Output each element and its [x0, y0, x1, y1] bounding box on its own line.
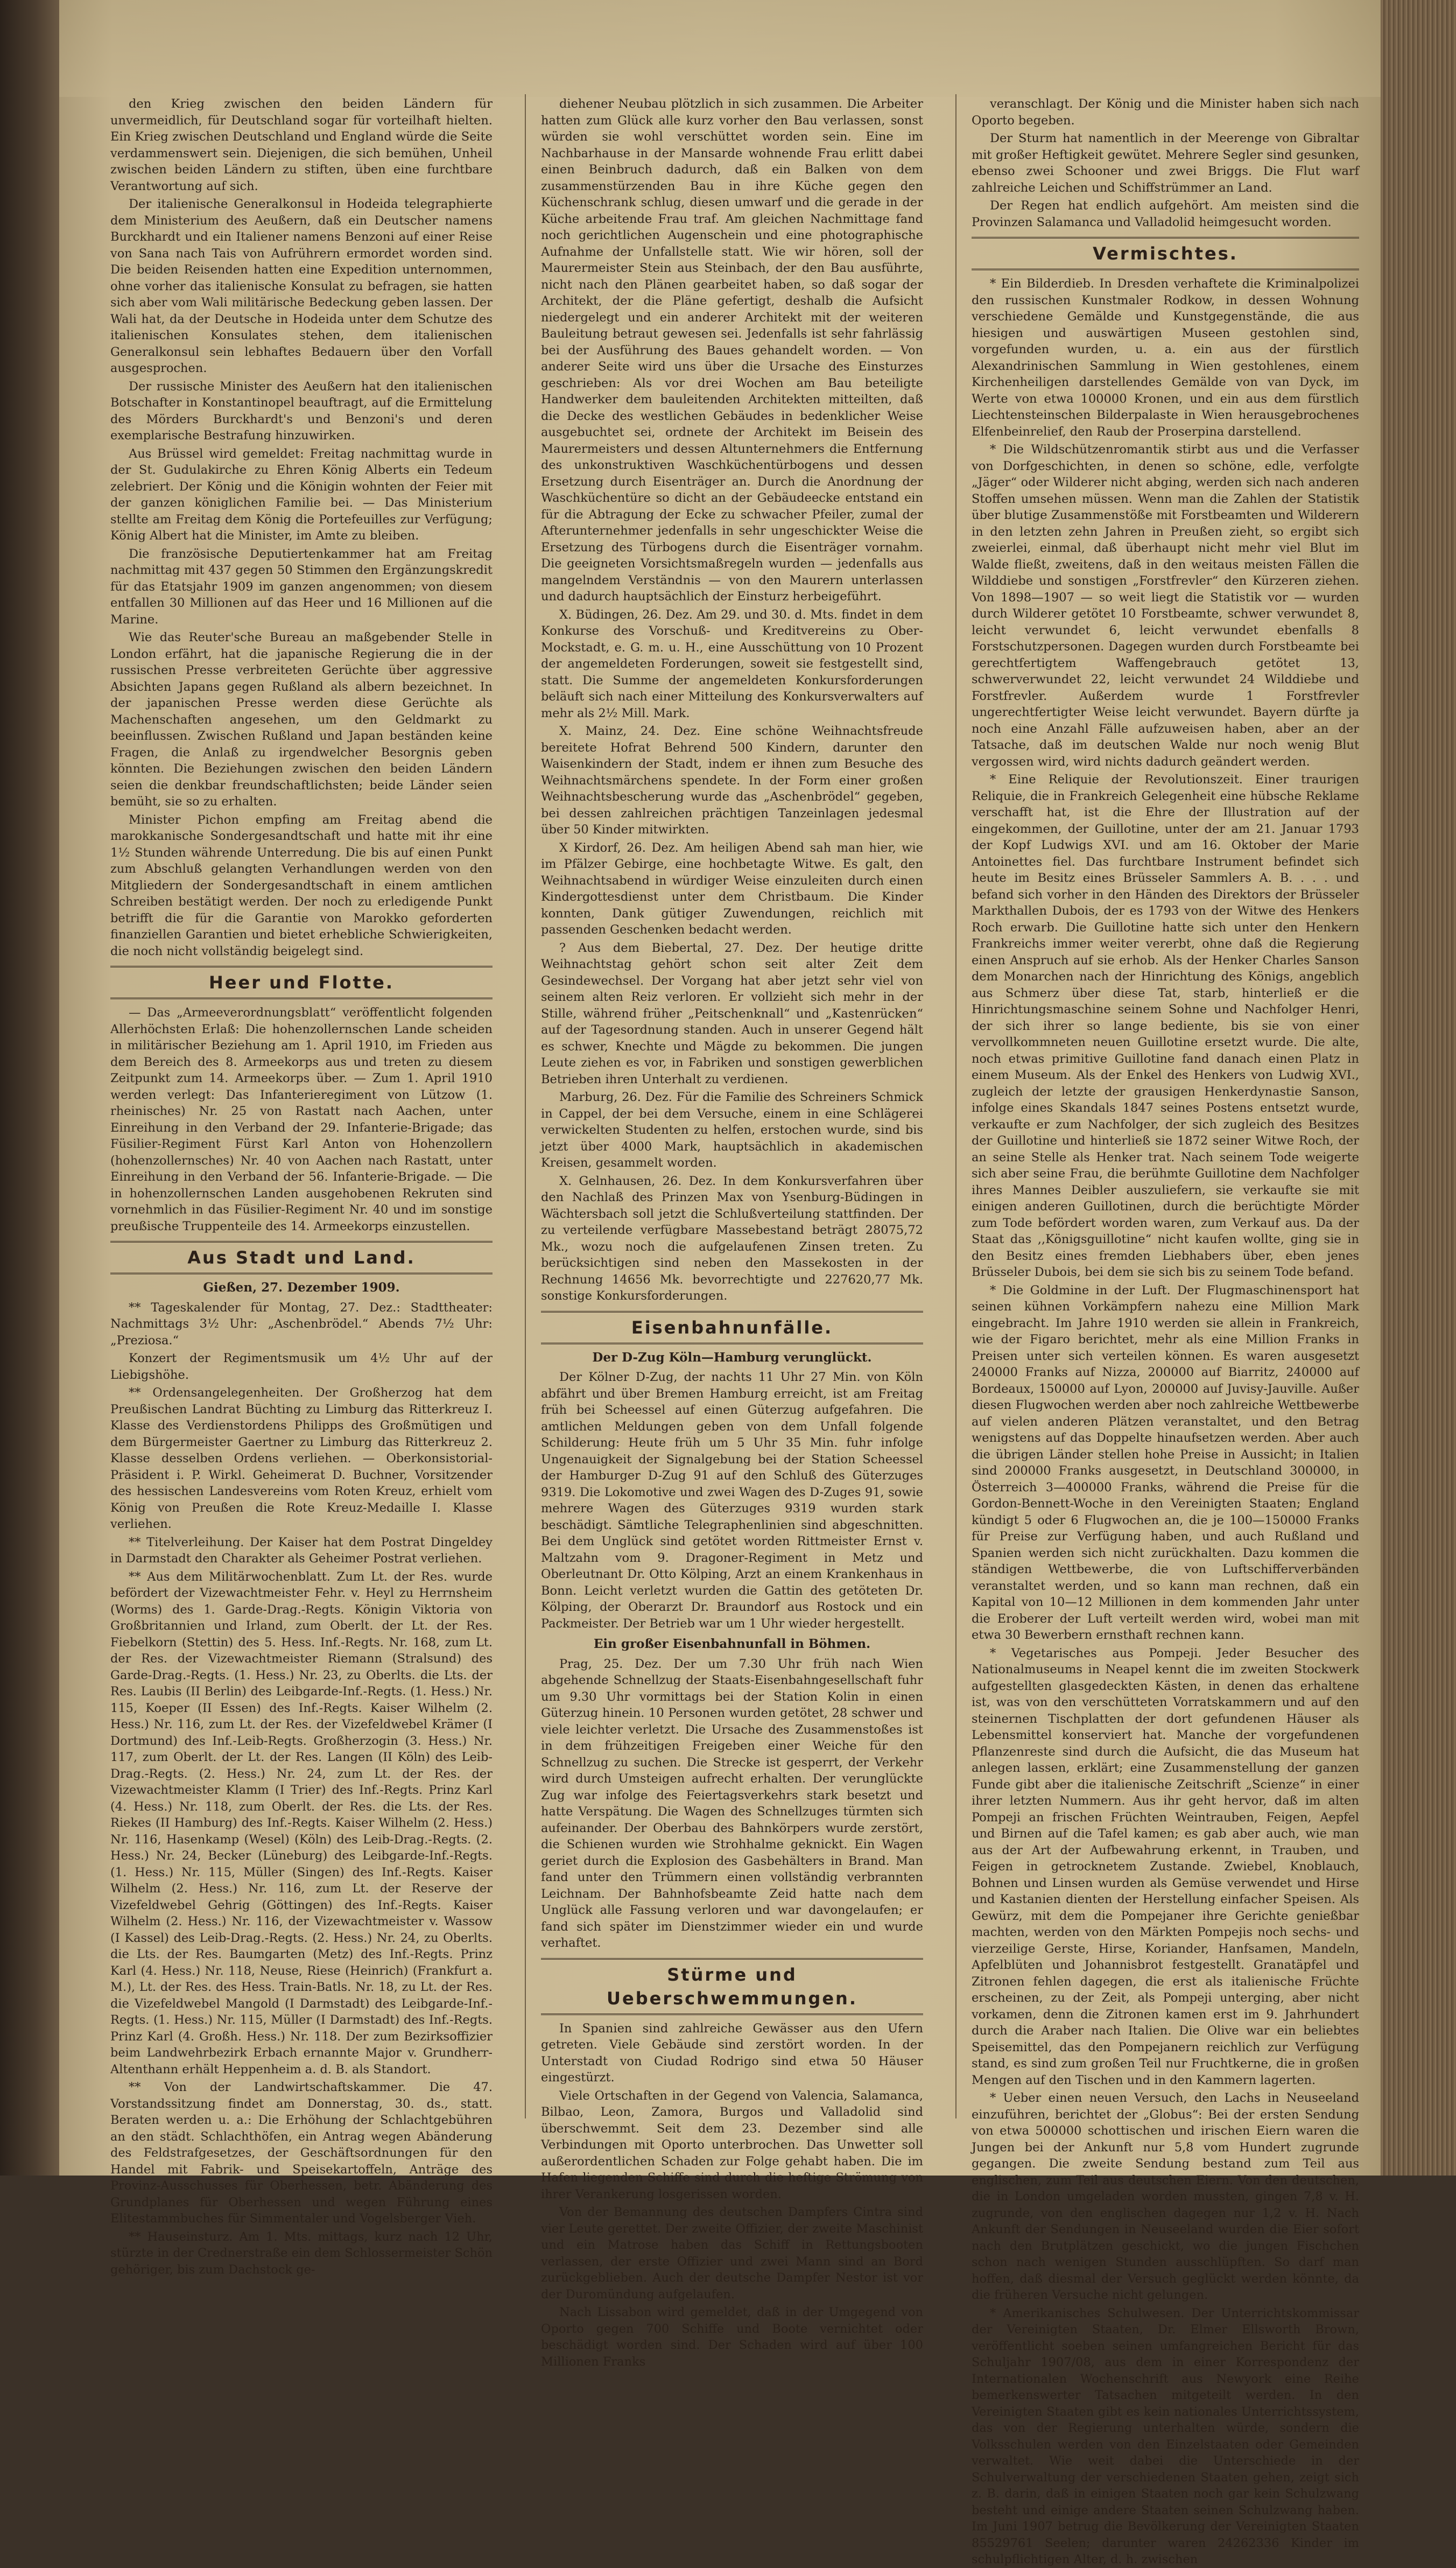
article-paragraph: * Eine Reliquie der Revolutionszeit. Einer traurigen Reliquie, die in Frankreich Gelegenheit eine hübsche Reklame verschafft hat, ist die Ehre der Illustration auf der eingekommen, der Guillotine, unter der am 21. Januar 1793 der Kopf Ludwigs XVI. und am 16. Oktober der Marie Antoinettes fiel. Das furchtbare Instrument befindet sich heute im Besitz eines Brüsseler Sammlers A. B. . . . und befand sich vorher in den Händen des Direktors der Brüsseler Markthallen Dubois, der es 1793 von der Witwe des Henkers Roch erwarb. Die Guillotine hatte sich unter den Henkern Frankreichs immer weiter vererbt, ohne daß die Regierung einen Anspruch auf sie erhob. Als der Henker Charles Sanson dem Monarchen nach der Hinrichtung des Königs, angeblich aus Schmerz über diese Tat, starb, hinterließ er die Hinrichtungsmaschine seinem Sohne und Nachfolger Henri, der sich ihrer so lange bediente, bis sie von einer vervollkommneten neuen Guillotine ersetzt wurde. Die alte, noch etwas primitive Guillotine fand danach einen Platz in einem Museum. Als der Enkel des Henkers von Ludwig XVI., zugleich der letzte der grausigen Henkerdynastie Sanson, infolge eines Skandals 1847 seines Postens entsetzt wurde, verkaufte er zum Nachfolger, der sich zugleich des Besitzes der Guillotine und hinterließ sie 1872 seiner Witwe Roch, der an seine Stelle als Henker trat. Nach seinem Tode weigerte sich aber seine Frau, die berühmte Guillotine dem Nachfolger ihres Mannes Deibler auszuliefern, sie verkaufte sie mit einigen anderen Guillotinen, durch die berüchtigte Mörder zum Tode befördert worden waren, zum Verkauf aus. Da der Staat das ,,Königsguillotine“ nicht kaufen wollte, ging sie in den Besitz eines fremden Liebhabers über, eben jenes Brüsseler Dubois, bei dem sie sich bis zu seinem Tode befand.: [972, 773, 1359, 1279]
article-paragraph: * Ueber einen neuen Versuch, den Lachs in Neuseeland einzuführen, berichtet der „Globus“: Bei der ersten Sendung von etwa 500000 schottischen und irischen Eiern waren die Jungen bei der Ankunft nur 5,8 vom Hundert zugrunde gegangen. Die zweite Sendung bestand zum Teil aus englischen, zum Teil aus deutschen Eiern. Von den deutschen, die in London umgeladen worden mussten, gingen 7,8 v. H. zugrunde, von den englischen dagegen nur 1,2 v. H. Nach Ankunft der Sendungen in Neuseeland wurden die Eier sofort nach den Brutplätzen geschickt, wo die jungen Fischchen schon nach wenigen Stunden ausschlüpften. So darf man hoffen, daß diesmal der Versuch geglückt werden könnte, da die früheren Versuche nicht gelungen.: [972, 2091, 1359, 2302]
article-paragraph: Die französische Deputiertenkammer hat am Freitag nachmittag mit 437 gegen 50 Stimmen den Ergänzungskredit für das Etatsjahr 1909 im ganzen angenommen; von diesem entfallen 30 Millionen auf das Heer und 16 Millionen auf die Marine.: [110, 546, 493, 627]
article-paragraph: ** Titelverleihung. Der Kaiser hat dem Postrat Dingeldey in Darmstadt den Charakter als Geheimer Postrat verliehen.: [110, 1535, 493, 1566]
page-stack-edge: [1381, 0, 1456, 2176]
article-paragraph: Der Sturm hat namentlich in der Meerenge von Gibraltar mit großer Heftigkeit gewütet. Mehrere Segler sind gesunken, ebenso zwei Schooner und zwei Briggs. Die Flut warf zahlreiche Leichen und Schiffstrümmer an Land.: [972, 131, 1359, 195]
column-2: [541, 96, 923, 2369]
article-paragraph: Minister Pichon empfing am Freitag abend die marokkanische Sondergesandtschaft und hatte mit ihr eine 1½ Stunden währende Unterredung. Die bis auf einen Punkt zum Abschluß gelangten Verhandlungen werden von den Mitgliedern der Sondergesandtschaft in einem amtlichen Schreiben bestätigt werden. Der noch zu erledigende Punkt betrifft die für die Garantie von Marokko geforderten finanziellen Garantien und bietet erhebliche Schwierigkeiten, die noch nicht vollständig beigelegt sind.: [110, 812, 493, 958]
article-paragraph: ** Von der Landwirtschaftskammer. Die 47. Vorstandssitzung findet am Donnerstag, 30. ds., statt. Beraten werden u. a.: Die Erhöhung der Schlachtgebühren an den städt. Schlachthöfen, ein Antrag wegen Abänderung des Feldstrafgesetzes, der Geschäftsordnungen für den Handel mit Fabrik- und Speisekartoffeln, Anträge des Provinz-Ausschusses für Oberhessen, betr. Abänderung des Grundplanes für Oberhessen und wegen Führung eines Elitestammbuches für Simmentaler und Vogelsberger Vieh.: [110, 2080, 493, 2226]
column-1: [110, 96, 493, 2277]
article-paragraph: X. Gelnhausen, 26. Dez. In dem Konkursverfahren über den Nachlaß des Prinzen Max von Ysenburg-Büdingen in Wächtersbach soll jetzt die Schlußverteilung stattfinden. Der zu verteilende verfügbare Massebestand beträgt 28075,72 Mk., wozu noch die aufgelaufenen Zinsen treten. Zu berücksichtigen sind neben den Massekosten in der Rechnung 14656 Mk. bevorrechtigte und 227620,77 Mk. sonstige Konkursforderungen.: [541, 1174, 923, 1303]
book-binding: [0, 0, 59, 2176]
article-paragraph: Von der Bemannung des deutschen Dampfers Cintra sind vier Leute gerettet. Der zweite Offizier, der zweite Maschinist und ein Matrose haben das Schiff in Rettungsbooten verlassen, der erste Offizier und zwei Mann sind an Bord zurückgeblieben. Auch der deutsche Dampfer Nestor ist vor der Duromündung aufgelaufen.: [541, 2205, 923, 2302]
article-paragraph: Aus Brüssel wird gemeldet: Freitag nachmittag wurde in der St. Gudulakirche zu Ehren König Alberts ein Tedeum zelebriert. Der König und die Königin wohnten der Feier mit der ganzen königlichen Familie bei. — Das Ministerium stellte am Freitag dem König die Portefeuilles zur Verfügung; König Albert hat die Minister, im Amte zu bleiben.: [110, 446, 493, 543]
article-paragraph: Wie das Reuter'sche Bureau an maßgebender Stelle in London erfährt, hat die japanische Regierung die in der russischen Presse verbreiteten Gerüchte über aggressive Absichten Japans gegen Rußland als albern bezeichnet. In der japanischen Presse werden diese Gerüchte als Machenschaften angesehen, um den Geldmarkt zu beeinflussen. Zwischen Rußland und Japan beständen keine Fragen, die Anlaß zu irgendwelcher Besorgnis geben könnten. Die Beziehungen zwischen den beiden Ländern seien die denkbar freundschaftlichsten; beide Länder seien bemüht, sie so zu erhalten.: [110, 630, 493, 809]
article-subheading: Der D-Zug Köln—Hamburg verunglückt.: [592, 1350, 872, 1365]
section-heading-stuerme: Stürme und Ueberschwemmungen.: [541, 1958, 923, 2015]
article-paragraph: — Das „Armeeverordnungsblatt“ veröffentlicht folgenden Allerhöchsten Erlaß: Die hohenzollernschen Lande scheiden in militärischer Beziehung am 1. April 1910, im Frieden aus dem Bereich des 8. Armeekorps aus und treten zu diesem Zeitpunkt zum 14. Armeekorps über. — Zum 1. April 1910 werden verlegt: Das Infanterieregiment von Lützow (1. rheinisches) Nr. 25 von Rastatt nach Aachen, unter Einreihung in den Verband der 29. Infanterie-Brigade; das Füsilier-Regiment Fürst Karl Anton von Hohenzollern (hohenzollernsches) Nr. 40 von Aachen nach Rastatt, unter Einreihung in den Verband der 56. Infanterie-Brigade. — Die in hohenzollernschen Landen ausgehobenen Rekruten sind vornehmlich in das Füsilier-Regiment Nr. 40 und im sonstige preußische Truppenteile des 14. Armeekorps einzustellen.: [110, 1006, 493, 1233]
article-subheading: Ein großer Eisenbahnunfall in Böhmen.: [593, 1637, 871, 1651]
section-heading-stadt: Aus Stadt und Land.: [110, 1241, 493, 1274]
article-paragraph: * Amerikanisches Schulwesen. Der Unterrichtskommissar der Vereinigten Staaten, Dr. Elmer Ellsworth Brown, veröffentlicht soeben seinen umfangreichen Bericht für das Schuljahr 1907/08, aus dem in einer Korrespondenz der Internationalen Wochenschrift aus Newyork eine Reihe bemerkenswerter Tatsachen mitgeteilt werden. In den Vereinigten Staaten gibt es kein nationales Unterrichtssystem, das von der Regierung unterhalten würde, sondern die Volksschulen werden von den Einzelstaaten oder Gemeinden verwaltet. Wie weit dabei die Unterschiede in der Schulverwaltung der verschiedenen Staaten gehen, zeigt sich z. B. darin, daß in einigen Staaten noch gar kein Schulzwang besteht und einige andere Staaten seinen Schulzwang haben. Im Juni 1907 betrug die Bevölkerung der Vereinigten Staaten 85529761 Seelen; darunter waren 24262336 Kinder im schulpflichtigen Alter, d. h. zwischen: [972, 2306, 1359, 2566]
newspaper-page: [59, 0, 1381, 2566]
article-paragraph: X. Mainz, 24. Dez. Eine schöne Weihnachtsfreude bereitete Hofrat Behrend 500 Kindern, darunter den Waisenkindern der Stadt, indem er ihnen zum Besuche des Weihnachtsmärchens spendete. In der Form einer großen Weihnachtsbescherung wurde das „Aschenbrödel“ gegeben, bei dessen zahlreichen prächtigen Tanzeinlagen jedesmal über 50 Kinder mitwirkten.: [541, 724, 923, 837]
article-paragraph: ** Hauseinsturz. Am 1. Mts. mittags, kurz nach 12 Uhr, stürzte in der Crednerstraße ein dem Schlossermeister Schön gehöriger, bis zum Dachstock ge-: [110, 2229, 493, 2277]
article-paragraph: * Ein Bilderdieb. In Dresden verhaftete die Kriminalpolizei den russischen Kunstmaler Rodkow, in dessen Wohnung verschiedene Gemälde und Kunstgegenstände, die aus hiesigen und auswärtigen Museen gestohlen sind, vorgefunden wurden, u. a. ein aus der fürstlich Alexandrinischen Sammlung in Wien gestohlenes, einem Kirchenheiligen darstellendes Gemälde von van Dyck, im Werte von etwa 100000 Kronen, und ein aus dem fürstlich Liechtensteinschen Bilderpalaste in Wien herausgebrochenes Elfenbeinrelief, den Raub der Proserpina darstellend.: [972, 277, 1359, 439]
section-heading-eisenbahn: Eisenbahnunfälle.: [541, 1311, 923, 1344]
article-paragraph: In Spanien sind zahlreiche Gewässer aus den Ufern getreten. Viele Gebäude sind zerstört worden. In der Unterstadt von Ciudad Rodrigo sind etwa 50 Häuser eingestürzt.: [541, 2021, 923, 2085]
article-paragraph: Viele Ortschaften in der Gegend von Valencia, Salamanca, Bilbao, Leon, Zamora, Burgos und Valladolid sind überschwemmt. Seit dem 23. Dezember sind alle Verbindungen mit Oporto unterbrochen. Das Unwetter soll außerordentlichen Schaden zur Folge gehabt haben. Die im Hafen liegenden Schiffe sind durch die heftige Strömung von ihrer Verankerung losgerissen worden.: [541, 2088, 923, 2201]
article-paragraph: ** Ordensangelegenheiten. Der Großherzog hat dem Preußischen Landrat Büchting zu Limburg das Ritterkreuz I. Klasse des Verdienstordens Philipps des Großmütigen und dem Bürgermeister Gaertner zu Limburg das Ritterkreuz 2. Klasse desselben Ordens verliehen. — Oberkonsistorial-Präsident i. P. Wirkl. Geheimerat D. Buchner, Vorsitzender des hessischen Landesvereins vom Roten Kreuz, erhielt vom König von Preußen die Rote Kreuz-Medaille I. Klasse verliehen.: [110, 1386, 493, 1531]
article-paragraph: Der russische Minister des Aeußern hat den italienischen Botschafter in Konstantinopel beauftragt, auf die Ermittelung des Mörders Burckhardt's und Benzoni's und deren exemplarische Bestrafung hinzuwirken.: [110, 379, 493, 443]
article-paragraph: diehener Neubau plötzlich in sich zusammen. Die Arbeiter hatten zum Glück alle kurz vorher den Bau verlassen, sonst würden sie wohl verschüttet worden sein. Eine im Nachbarhause in der Mansarde wohnende Frau erlitt dabei einen Beinbruch dadurch, daß ein Balken von dem zusammenstürzenden Bau in ihre Küche gegen den Küchenschrank schlug, diesen umwarf und die gerade in der Küche arbeitende Frau traf. Am gleichen Nachmittage fand noch gerichtlichen Augenschein und eine photographische Aufnahme der Unfallstelle statt. Wie wir hören, soll der Maurermeister Stein aus Steinbach, der den Bau ausführte, nicht nach den Plänen gearbeitet haben, so daß sogar der Architekt, der die Pläne gefertigt, deshalb die Aufsicht niedergelegt und ein anderer Architekt mit der weiteren Bauleitung betraut gewesen sei. Jedenfalls ist sehr fahrlässig bei der Ausführung des Baues gehandelt worden. — Von anderer Seite wird uns über die Ursache des Einsturzes geschrieben: Als vor drei Wochen am Bau beteiligte Handwerker dem bauleitenden Architekten mitteilten, daß die Decke des westlichen Gebäudes in bedenklicher Weise ausgebuchtet sei, ordnete der Architekt im Beisein des Maurermeisters und dessen Altunternehmers die Entfernung des unkonstruktiven Waschküchentürbogens und dessen Ersetzung durch Eisenträger an. Durch die Anordnung der Waschküchentüre so dicht an der Gebäudeecke entstand ein für die Abtragung der Ecke zu schwacher Pfeiler, zumal der Afterunternehmer jedenfalls in sehr ungeschickter Weise die Ersetzung des Türbogens durch die Eisenträger vornahm. Die geeigneten Vorsichtsmaßregeln wurden — jedenfalls aus mangelndem Verständnis — von den Maurern unterlassen und dadurch hauptsächlich der Einsturz herbeigeführt.: [541, 97, 923, 604]
article-paragraph: Der italienische Generalkonsul in Hodeida telegraphierte dem Ministerium des Aeußern, daß ein Deutscher namens Burckhardt und ein Italiener namens Benzoni auf einer Reise von Sana nach Tais von Aufrührern ermordet worden sind. Die beiden Reisenden hatten eine Expedition unternommen, ohne vorher das italienische Konsulat zu befragen, sie hatten sich aber vom Wali militärische Bedeckung geben lassen. Der Wali hat, da der Deutsche in Hodeida unter dem Schutze des italienischen Konsulates stehen, dem italienischen Generalkonsul sein lebhaftes Bedauern über den Vorfall ausgesprochen.: [110, 197, 493, 375]
section-heading-heer: Heer und Flotte.: [110, 966, 493, 999]
section-heading-vermischtes: Vermischtes.: [972, 237, 1359, 270]
article-paragraph: Marburg, 26. Dez. Für die Familie des Schreiners Schmick in Cappel, der bei dem Versuche, einem in eine Schlägerei verwickelten Studenten zu helfen, erstochen wurde, sind bis jetzt über 4000 Mark, hauptsächlich in akademischen Kreisen, gesammelt worden.: [541, 1090, 923, 1170]
article-paragraph: den Krieg zwischen den beiden Ländern für unvermeidlich, für Deutschland sogar für vorteilhaft hielten. Ein Krieg zwischen Deutschland und England würde die Seite verdammenswert sein. Diejenigen, die sich bemühen, Unheil zwischen beiden Ländern zu stiften, üben eine furchtbare Verantwortung auf sich.: [110, 97, 493, 193]
column-rule: [955, 94, 956, 2118]
article-paragraph: veranschlagt. Der König und die Minister haben sich nach Oporto begeben.: [972, 97, 1359, 128]
column-3: [972, 96, 1359, 2566]
article-paragraph: * Die Wildschützenromantik stirbt aus und die Verfasser von Dorfgeschichten, in denen so schöne, edle, verfolgte „Jäger“ oder Wilderer nicht abging, werden sich nach anderen Stoffen umsehen müssen. Wenn man die Zahlen der Statistik über blutige Zusammenstöße mit Forstbeamten und Wilderern in den letzten zehn Jahren in Preußen zieht, so ergibt sich zweierlei, einmal, daß überhaupt nicht mehr viel Blut im Walde fließt, zweitens, daß in den weitaus meisten Fällen die Wilddiebe und sonstigen „Forstfrevler“ den Kürzeren ziehen. Von 1898—1907 — so weit liegt die Statistik vor — wurden durch Wilderer getötet 10 Forstbeamte, schwer verwundet 8, leicht verwundet 6, leicht verwundet ebenfalls 8 Forstschutzpersonen. Dagegen wurden durch Forstbeamte bei gerechtfertigtem Waffengebrauch getötet 13, schwerverwundet 22, leicht verwundet 24 Wilddiebe und Forstfrevler. Außerdem wurde 1 Forstfrevler ungerechtfertigter Weise leicht verwundet. Bayern dürfte ja noch eine Anzahl Fälle aufzuweisen haben, aber an der Tatsache, daß im deutschen Walde nur noch wenig Blut vergossen wird, wird nichts dadurch geändert werden.: [972, 443, 1359, 769]
article-paragraph: Nach Lissabon wird gemeldet, daß in der Umgegend von Oporto gegen 700 Schiffe und Boote vernichtet oder beschädigt worden sind. Der Schaden wird auf über 100 Millionen Franks: [541, 2305, 923, 2369]
article-paragraph: Konzert der Regimentsmusik um 4½ Uhr auf der Liebigshöhe.: [110, 1351, 493, 1382]
article-paragraph: ** Tageskalender für Montag, 27. Dez.: Stadttheater: Nachmittags 3½ Uhr: „Aschenbrödel.“ Abends 7½ Uhr: „Preziosa.“: [110, 1300, 493, 1348]
article-paragraph: X Kirdorf, 26. Dez. Am heiligen Abend sah man hier, wie im Pfälzer Gebirge, eine hochbetagte Witwe. Es galt, den Weihnachtsabend in würdiger Weise einzuleiten durch einen Kindergottesdienst unter dem Christbaum. Die Kinder konnten, Dank gütiger Zuwendungen, reichlich mit passenden Geschenken bedacht werden.: [541, 840, 923, 937]
article-paragraph: Der Regen hat endlich aufgehört. Am meisten sind die Provinzen Salamanca und Valladolid heimgesucht worden.: [972, 199, 1359, 229]
article-paragraph: * Die Goldmine in der Luft. Der Flugmaschinensport hat seinen kühnen Vorkämpfern nahezu eine Million Mark eingebracht. Im Jahre 1910 werden sie allein in Frankreich, wie der Figaro berichtet, mehr als eine Million Franks in Preisen unter sich verteilen können. Es waren ausgesetzt 240000 Franks auf Nizza, 200000 auf Biarritz, 240000 auf Bordeaux, 150000 auf Lyon, 200000 auf Juvisy-Jauville. Außer diesen Flugwochen werden aber noch zahlreiche Wettbewerbe auf vielen anderen Plätzen veranstaltet, und den Betrag wenigstens auf das Doppelte hinaufsetzen werden. Aber auch die übrigen Länder stellen hohe Preise in Aussicht; in Italien sind 200000 Franks ausgesetzt, in Deutschland 300000, in Österreich 3—400000 Franks, während die Preise für die Gordon-Bennett-Woche in den Vereinigten Staaten; England kündigt 5 oder 6 Flugwochen an, die je 100—150000 Franks für Preise zur Verfügung haben, und auch Rußland und Spanien werden sich nicht zurückhalten. Dazu kommen die ständigen Wettbewerbe, die von Luftschifferverbänden veranstaltet werden, und so kann man rechnen, daß ein Kapital von 10—12 Millionen in dem kommenden Jahr unter die Eroberer der Luft verteilt werden wird, wobei man mit etwa 30 Bewerbern ernsthaft rechnen kann.: [972, 1283, 1359, 1642]
article-paragraph: ** Aus dem Militärwochenblatt. Zum Lt. der Res. wurde befördert der Vizewachtmeister Fehr. v. Heyl zu Herrnsheim (Worms) des 1. Garde-Drag.-Regts. Königin Viktoria von Großbritannien und Irland, zum Oberlt. der Lt. der Res. Fiebelkorn (Stettin) des 5. Hess. Inf.-Regts. Nr. 168, zum Lt. der Res. der Vizewachtmeister Riemann (Stralsund) des Garde-Drag.-Regts. (1. Hess.) Nr. 23, zu Oberlts. die Lts. der Res. Laubis (II Berlin) des Leibgarde-Inf.-Regts. (1. Hess.) Nr. 115, Koeper (II Essen) des Inf.-Regts. Kaiser Wilhelm (2. Hess.) Nr. 116, zum Lt. der Res. der Vizefeldwebel Krämer (I Dortmund) des Inf.-Leib-Regts. Großherzogin (3. Hess.) Nr. 117, zum Oberlt. der Lt. der Res. Langen (II Köln) des Leib-Drag.-Regts. (2. Hess.) Nr. 24, zum Lt. der Res. der Vizewachtmeister Klamm (I Trier) des Inf.-Regts. Prinz Karl (4. Hess.) Nr. 118, zum Oberlt. der Res. die Lts. der Res. Riekes (II Hamburg) des Inf.-Regts. Kaiser Wilhelm (2. Hess.) Nr. 116, Hasenkamp (Wesel) (Köln) des Leib-Drag.-Regts. (2. Hess.) Nr. 24, Becker (Lüneburg) des Leibgarde-Inf.-Regts. (1. Hess.) Nr. 115, Müller (Singen) des Inf.-Regts. Kaiser Wilhelm (2. Hess.) Nr. 116, zum Lt. der Reserve der Vizefeldwebel Gehrig (Göttingen) des Inf.-Regts. Kaiser Wilhelm (2. Hess.) Nr. 116, der Vizewachtmeister v. Wassow (I Kassel) des Leib-Drag.-Regts. (2. Hess.) Nr. 24, zu Oberlts. die Lts. der Res. Baumgarten (Metz) des Inf.-Regts. Prinz Karl (4. Hess.) Nr. 118, Neuse, Riese (Heinrich) (Frankfurt a. M.), Lt. der Res. des Hess. Train-Batls. Nr. 18, zu Lt. der Res. die Vizefeldwebel Mangold (I Darmstadt) des Leibgarde-Inf.-Regts. (1. Hess.) Nr. 115, Müller (I Darmstadt) des Inf.-Regts. Prinz Karl (4. Großh. Hess.) Nr. 118. Der zum Bezirksoffizier beim Landwehrbezirk Erbach ernannte Major v. Grundherr-Altenthann erhält Heppenheim a. d. B. als Standort.: [110, 1569, 493, 2076]
article-paragraph: X. Büdingen, 26. Dez. Am 29. und 30. d. Mts. findet in dem Konkurse des Vorschuß- und Kreditvereins zu Ober-Mockstadt, e. G. m. u. H., eine Ausschüttung von 10 Prozent der angemeldeten Forderungen, soweit sie festgestellt sind, statt. Die Summe der angemeldeten Konkursforderungen beläuft sich nach einer Mitteilung des Konkursverwalters auf mehr als 2½ Mill. Mark.: [541, 607, 923, 720]
dateline: Gießen, 27. Dezember 1909.: [203, 1280, 400, 1295]
page-top-shading: [59, 0, 1381, 97]
article-paragraph: * Vegetarisches aus Pompeji. Jeder Besucher des Nationalmuseums in Neapel kennt die im zweiten Stockwerk aufgestellten glasgedeckten Kästen, in denen das erhaltene ist, was von den verschütteten Vorratskammern und auf den steinernen Tischplatten der dort gefundenen Häuser als Lebensmittel konserviert hat. Manche der vorgefundenen Pflanzenreste sind durch die Aufsicht, die das Museum hat anlegen lassen, erklärt; eine Zusammenstellung der ganzen Funde gibt aber die italienische Zeitschrift „Scienze“ in einer ihrer letzten Nummern. Aus ihr geht hervor, daß im alten Pompeji an frischen Früchten Weintrauben, Feigen, Aepfel und Birnen auf die Tafel kamen; es gab aber auch, wie man aus der Art der Aufbewahrung erkennt, in Trauben, und Feigen in getrocknetem Zustande. Zwiebel, Knoblauch, Bohnen und Linsen wurden als Gemüse verwendet und Hirse und Kastanien dienten der Herstellung einfacher Speisen. Als Gewürz, mit dem die Pompejaner ihre Gerichte genießbar machten, werden von den Märkten Pompejis noch sechs- und vierzeilige Gerste, Hirse, Koriander, Hanfsamen, Mandeln, Apfelblüten und Johannisbrot festgestellt. Granatäpfel und Zitronen fehlen dagegen, die erst als italienische Früchte erscheinen, zu der Zeit, als Pompeji unterging, aber nicht vorkamen, denn die Zitronen kamen erst im 9. Jahrhundert durch die Araber nach Italien. Die Olive war ein beliebtes Speisemittel, das den Pompejanern reichlich zur Verfügung stand, es sind zum großen Teil nur Fruchtkerne, die in großen Mengen auf den Tischen und in den Kammern lagerten.: [972, 1646, 1359, 2087]
article-paragraph: Der Kölner D-Zug, der nachts 11 Uhr 27 Min. von Köln abfährt und über Bremen Hamburg erreicht, ist am Freitag früh bei Scheessel auf einen Güterzug aufgefahren. Die amtlichen Meldungen geben von dem Unfall folgende Schilderung: Heute früh um 5 Uhr 35 Min. fuhr infolge Ungenauigkeit der Signalgebung bei der Station Scheessel der Hamburger D-Zug 91 auf den Schluß des Güterzuges 9319. Die Lokomotive und zwei Wagen des D-Zuges 91, sowie mehrere Wagen des Güterzuges 9319 wurden stark beschädigt. Sämtliche Telegraphenlinien sind abgeschnitten. Bei dem Unglück sind getötet worden Rittmeister Ernst v. Maltzahn vom 9. Dragoner-Regiment in Metz und Oberleutnant Dr. Otto Kölping, Arzt an einem Krankenhaus in Bonn. Leicht verletzt wurden die Gattin des getöteten Dr. Kölping, der Oberarzt Dr. Braundorf aus Rostock und ein Packmeister. Der Betrieb war um 1 Uhr wieder hergestellt.: [541, 1370, 923, 1631]
article-paragraph: ? Aus dem Biebertal, 27. Dez. Der heutige dritte Weihnachtstag gehört schon seit alter Zeit dem Gesindewechsel. Der Vorgang hat aber jetzt sehr viel von seinem alten Reiz verloren. Er vollzieht sich mehr in der Stille, während früher „Peitschenknall“ und „Kastenrücken“ auf der Tagesordnung standen. Auch in unserer Gegend hält es schwer, Knechte und Mägde zu bekommen. Die jungen Leute ziehen es vor, in Fabriken und sonstigen gewerblichen Betrieben ihren Unterhalt zu verdienen.: [541, 941, 923, 1086]
article-paragraph: Prag, 25. Dez. Der um 7.30 Uhr früh nach Wien abgehende Schnellzug der Staats-Eisenbahngesellschaft fuhr um 9.30 Uhr vormittags bei der Station Kolin in einen Güterzug hinein. 10 Personen wurden getötet, 28 schwer und viele leichter verletzt. Die Ursache des Zusammenstoßes ist in dem frühzeitigen Freigeben einer Weiche für den Schnellzug zu suchen. Die Strecke ist gesperrt, der Verkehr wird durch Umsteigen aufrecht erhalten. Der verunglückte Zug war infolge des Feiertagsverkehrs stark besetzt und hatte Verspätung. Die Wagen des Schnellzuges türmten sich aufeinander. Der Oberbau des Bahnkörpers wurde zerstört, die Schienen wurden wie Strohhalme geknickt. Ein Wagen geriet durch die Explosion des Gasbehälters in Brand. Man fand unter den Trümmern einen vollständig verbrannten Leichnam. Der Bahnhofsbeamte Zeid hatte nach dem Unglück alle Fassung verloren und war davongelaufen; er fand sich später im Dienstzimmer wieder ein und wurde verhaftet.: [541, 1657, 923, 1950]
column-rule: [525, 94, 526, 2118]
